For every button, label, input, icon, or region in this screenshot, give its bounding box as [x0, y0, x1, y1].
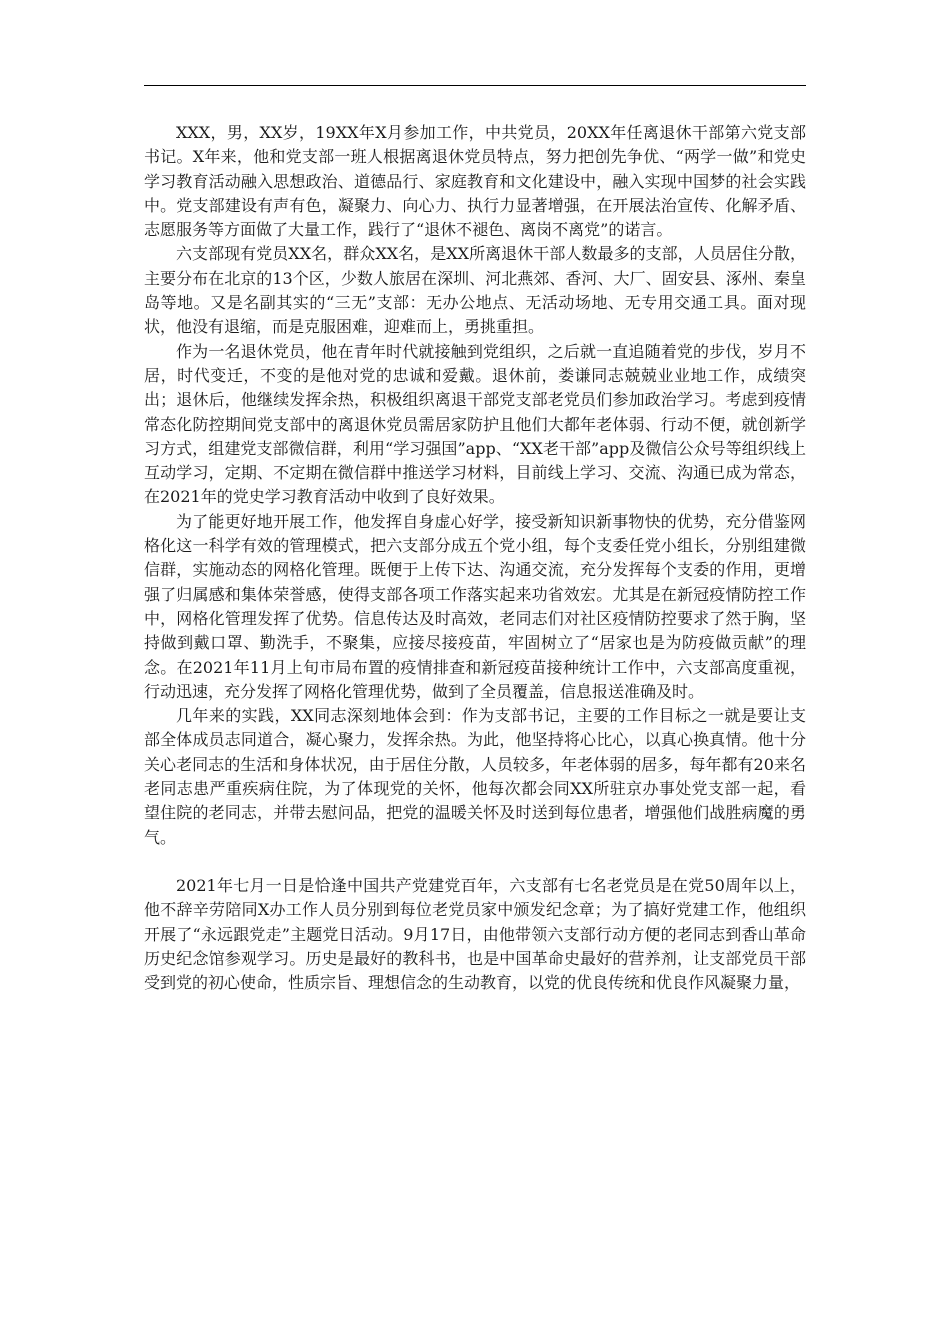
paragraph-6: 2021年七月一日是恰逢中国共产党建党百年，六支部有七名老党员是在党50周年以上，他不辞辛劳陪同X办工作人员分别到每位老党员家中颁发纪念章；为了搞好党建工作，他组织开展了“永远跟党走”主题党日活动。9月17日，由他带领六支部行动方便的老同志到香山革命历史纪念馆参观学习。历史是最好的教科书，也是中国革命史最好的营养剂，让支部党员干部受到党的初心使命，性质宗旨、理想信念的生动教育，以党的优良传统和优良作风凝聚力量， [144, 875, 806, 993]
paragraph-1: XXX，男，XX岁，19XX年X月参加工作，中共党员，20XX年任离退休干部第六党支部书记。X年来，他和党支部一班人根据离退休党员特点，努力把创先争优、“两学一做”和党史学习教育活动融入思想政治、道德品行、家庭教育和文化建设中，融入实现中国梦的社会实践中。党支部建设有声有色，凝聚力、向心力、执行力显著增强，在开展法治宣传、化解矛盾、志愿服务等方面做了大量工作，践行了“退休不褪色、离岗不离党”的诺言。 [144, 123, 806, 240]
paragraph-gap [144, 850, 806, 874]
paragraph-3: 作为一名退休党员，他在青年时代就接触到党组织，之后就一直追随着党的步伐，岁月不居，时代变迁，不变的是他对党的忠诚和爱戴。退休前，娄谦同志兢兢业业地工作，成绩突出；退休后，他继续发挥余热，积极组织离退干部党支部老党员们参加政治学习。考虑到疫情常态化防控期间党支部中的离退休党员需居家防护且他们大都年老体弱、行动不便，就创新学习方式，组建党支部微信群，利用“学习强国”app、“XX老干部”app及微信公众号等组织线上互动学习，定期、不定期在微信群中推送学习材料，目前线上学习、交流、沟通已成为常态，在2021年的党史学习教育活动中收到了良好效果。 [144, 341, 806, 507]
paragraph-2: 六支部现有党员XX名，群众XX名，是XX所离退休干部人数最多的支部，人员居住分散，主要分布在北京的13个区，少数人旅居在深圳、河北燕郊、香河、大厂、固安县、涿州、秦皇岛等地。又是名副其实的“三无”支部：无办公地点、无活动场地、无专用交通工具。面对现状，他没有退缩，而是克服困难，迎难而上，勇挑重担。 [144, 244, 806, 337]
document-body [144, 121, 806, 995]
paragraph-4: 为了能更好地开展工作，他发挥自身虚心好学，接受新知识新事物快的优势，充分借鉴网格化这一科学有效的管理模式，把六支部分成五个党小组，每个支委任党小组长，分别组建微信群，实施动态的网格化管理。既便于上传下达、沟通交流，充分发挥每个支委的作用，更增强了归属感和集体荣誉感，使得支部各项工作落实起来功省效宏。尤其是在新冠疫情防控工作中，网格化管理发挥了优势。信息传达及时高效，老同志们对社区疫情防控要求了然于胸，坚持做到戴口罩、勤洗手，不聚集，应接尽接疫苗，牢固树立了“居家也是为防疫做贡献”的理念。在2021年11月上旬市局布置的疫情排查和新冠疫苗接种统计工作中，六支部高度重视，行动迅速，充分发挥了网格化管理优势，做到了全员覆盖，信息报送准确及时。 [144, 511, 806, 701]
paragraph-5: 几年来的实践，XX同志深刻地体会到：作为支部书记，主要的工作目标之一就是要让支部全体成员志同道合，凝心聚力，发挥余热。为此，他坚持将心比心，以真心换真情。他十分关心老同志的生活和身体状况，由于居住分散，人员较多，年老体弱的居多，每年都有20来名老同志患严重疾病住院，为了体现党的关怀，他每次都会同XX所驻京办事处党支部一起，看望住院的老同志，并带去慰问品，把党的温暖关怀及时送到每位患者，增强他们战胜病魔的勇气。 [144, 706, 806, 847]
header-rule [144, 85, 806, 86]
